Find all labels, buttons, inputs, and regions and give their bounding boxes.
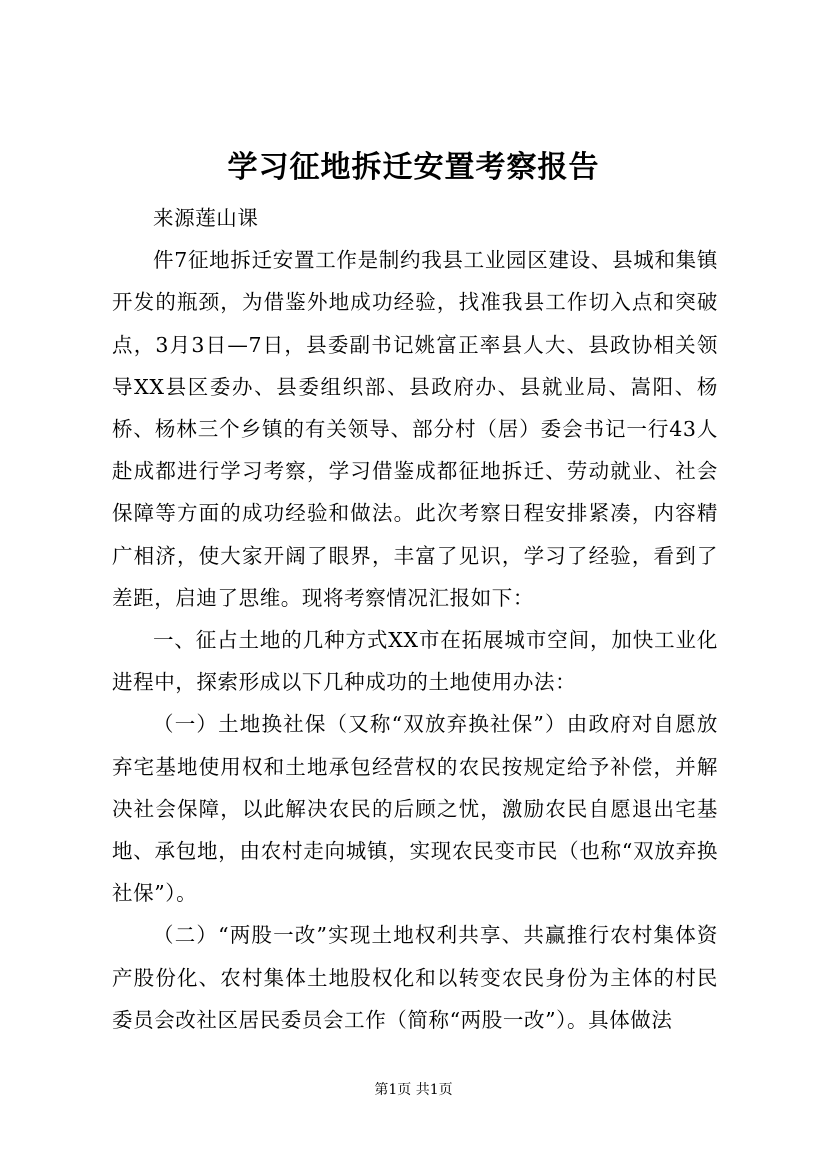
body-paragraph-section-one: 一、征占土地的几种方式XX市在拓展城市空间，加快工业化进程中，探索形成以下几种成功的土地使用办法： xyxy=(112,628,718,695)
source-line: 来源莲山课 xyxy=(153,206,259,230)
document-title: 学习征地拆迁安置考察报告 xyxy=(227,150,600,185)
body-paragraph-item-one: （一）土地换社保（又称“双放弃换社保”）由政府对自愿放弃宅基地使用权和土地承包经营权的农民按规定给予补偿，并解决社会保障，以此解决农民的后顾之忧，激励农民自愿退出宅基地、承包地，由农村走向城镇，实现农民变市民（也称“双放弃换社保”）。 xyxy=(112,712,718,906)
body-paragraph-intro: 件7征地拆迁安置工作是制约我县工业园区建设、县城和集镇开发的瓶颈，为借鉴外地成功经验，找准我县工作切入点和突破点，3月3日—7日，县委副书记姚富正率县人大、县政协相关领导XX县区委办、县委组织部、县政府办、县就业局、嵩阳、杨桥、杨林三个乡镇的有关领导、部分村（居）委会书记一行43人赴成都进行学习考察，学习借鉴成都征地拆迁、劳动就业、社会保障等方面的成功经验和做法。此次考察日程安排紧凑，内容精广相济，使大家开阔了眼界，丰富了见识，学习了经验，看到了差距，启迪了思维。现将考察情况汇报如下： xyxy=(112,248,718,610)
page-footer: 第1页 共1页 xyxy=(374,1082,453,1098)
body-paragraph-item-two: （二）“两股一改”实现土地权利共享、共赢推行农村集体资产股份化、农村集体土地股权化和以转变农民身份为主体的村民委员会改社区居民委员会工作（简称“两股一改”）。具体做法 xyxy=(112,923,718,1032)
document-body xyxy=(112,197,718,1041)
